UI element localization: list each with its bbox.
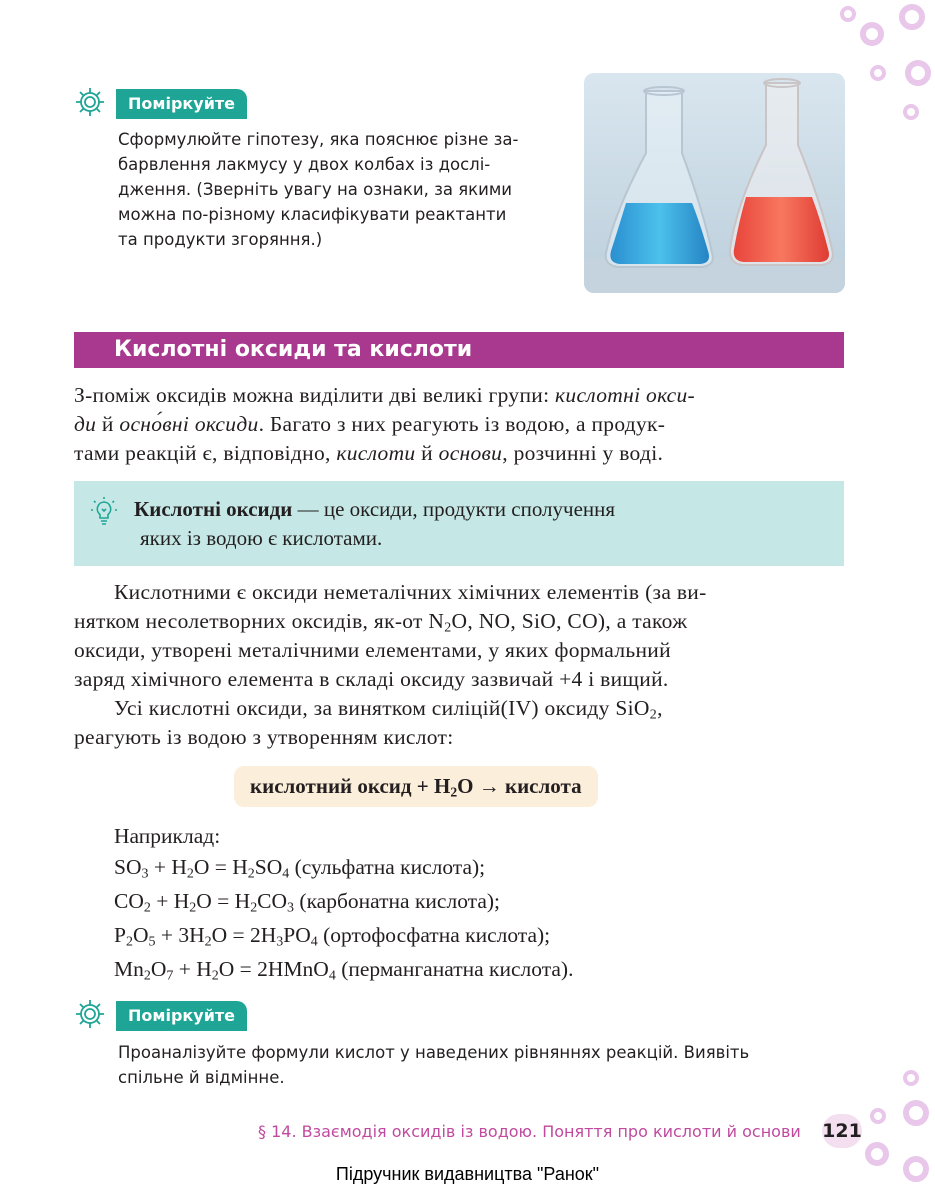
decor-dot xyxy=(899,4,925,30)
intro-paragraph xyxy=(74,381,844,468)
text-line: реагують із водою з утворенням кислот: xyxy=(74,725,454,749)
text-line: спільне й відмінне. xyxy=(118,1068,285,1087)
definition-text xyxy=(134,495,834,553)
text-line: барвлення лакмусу у двох колбах із дослі- xyxy=(118,155,491,174)
text-line: тами реакцій є, відповідно, кислоти й основи, розчинні у воді. xyxy=(74,441,664,465)
examples-label: Наприклад: xyxy=(114,824,221,848)
decor-dot xyxy=(840,6,856,22)
section-title: Кислотні оксиди та кислоти xyxy=(74,332,844,368)
decor-dot xyxy=(903,1070,919,1086)
body-paragraph xyxy=(74,578,844,752)
page-number-badge xyxy=(822,1114,862,1148)
text-line: Усі кислотні оксиди, за винятком силіцій(IV) оксиду SiO$_2$, xyxy=(114,696,663,723)
text-line: Кислотними є оксиди неметалічних хімічних елементів (за ви- xyxy=(114,580,707,604)
equation: $Mn_2O_7 + H_2O$ = 2HMnO$_4$ (перманганатна кислота). xyxy=(114,957,574,984)
think-label: Поміркуйте xyxy=(116,89,247,119)
decor-dot xyxy=(870,65,886,81)
decor-dot xyxy=(870,1108,886,1124)
decor-dot xyxy=(903,104,919,120)
think-text xyxy=(118,127,550,252)
text-line: ди й осно́вні оксиди. Багато з них реагують із водою, а продук- xyxy=(74,412,666,436)
text-line: можна по-різному класифікувати реактанти xyxy=(118,205,507,224)
think-header xyxy=(74,998,247,1034)
gear-icon xyxy=(74,998,106,1034)
text-line: Сформулюйте гіпотезу, яка пояснює різне за- xyxy=(118,130,519,149)
think-header xyxy=(74,86,247,122)
equation: $SO_3 + H_2O = H_2SO_4$ (сульфатна кислота); xyxy=(114,855,486,882)
page-number: 121 xyxy=(822,1120,862,1142)
examples xyxy=(114,822,814,986)
decor-dot xyxy=(860,22,884,46)
definition-box xyxy=(74,481,844,566)
text-line: яких із водою є кислотами. xyxy=(140,526,383,550)
text-line: оксиди, утворені металічними елементами, у яких формальний xyxy=(74,638,671,662)
equation: $P_2O_5 + 3H_2O = 2H_3PO_4$ (ортофосфатна кислота); xyxy=(114,923,551,950)
text-line: дження. (Зверніть увагу на ознаки, за якими xyxy=(118,180,513,199)
text-line: заряд хімічного елемента в складі оксиду зазвичай +4 і вищий. xyxy=(74,667,669,691)
running-footer: § 14. Взаємодія оксидів із водою. Поняття про кислоти й основи xyxy=(258,1122,801,1141)
text-line: Кислотні оксиди — це оксиди, продукти сполучення xyxy=(134,497,616,521)
text-line: З-поміж оксидів можна виділити дві великі групи: кислотні окси- xyxy=(74,383,695,407)
text-line: нятком несолетворних оксидів, як-от $N_2O$, NO, SiO, CO), а також xyxy=(74,609,688,636)
equation: $CO_2 + H_2O = H_2CO_3$ (карбонатна кислота); xyxy=(114,889,501,916)
gear-icon xyxy=(74,86,106,122)
flasks-photo xyxy=(584,73,845,293)
publisher-credit: Підручник видавництва "Ранок" xyxy=(335,1164,600,1184)
decor-dot xyxy=(903,1100,929,1126)
think-label: Поміркуйте xyxy=(116,1001,247,1031)
lightbulb-icon xyxy=(90,497,118,531)
text-line: Проаналізуйте формули кислот у наведених рівняннях реакцій. Виявіть xyxy=(118,1043,750,1062)
decor-dot xyxy=(865,1142,889,1166)
reaction-scheme: кислотний оксид + $H_2O$ → кислота xyxy=(234,766,598,807)
think-text xyxy=(118,1040,818,1090)
decor-dot xyxy=(905,60,931,86)
text-line: та продукти згоряння.) xyxy=(118,230,323,249)
